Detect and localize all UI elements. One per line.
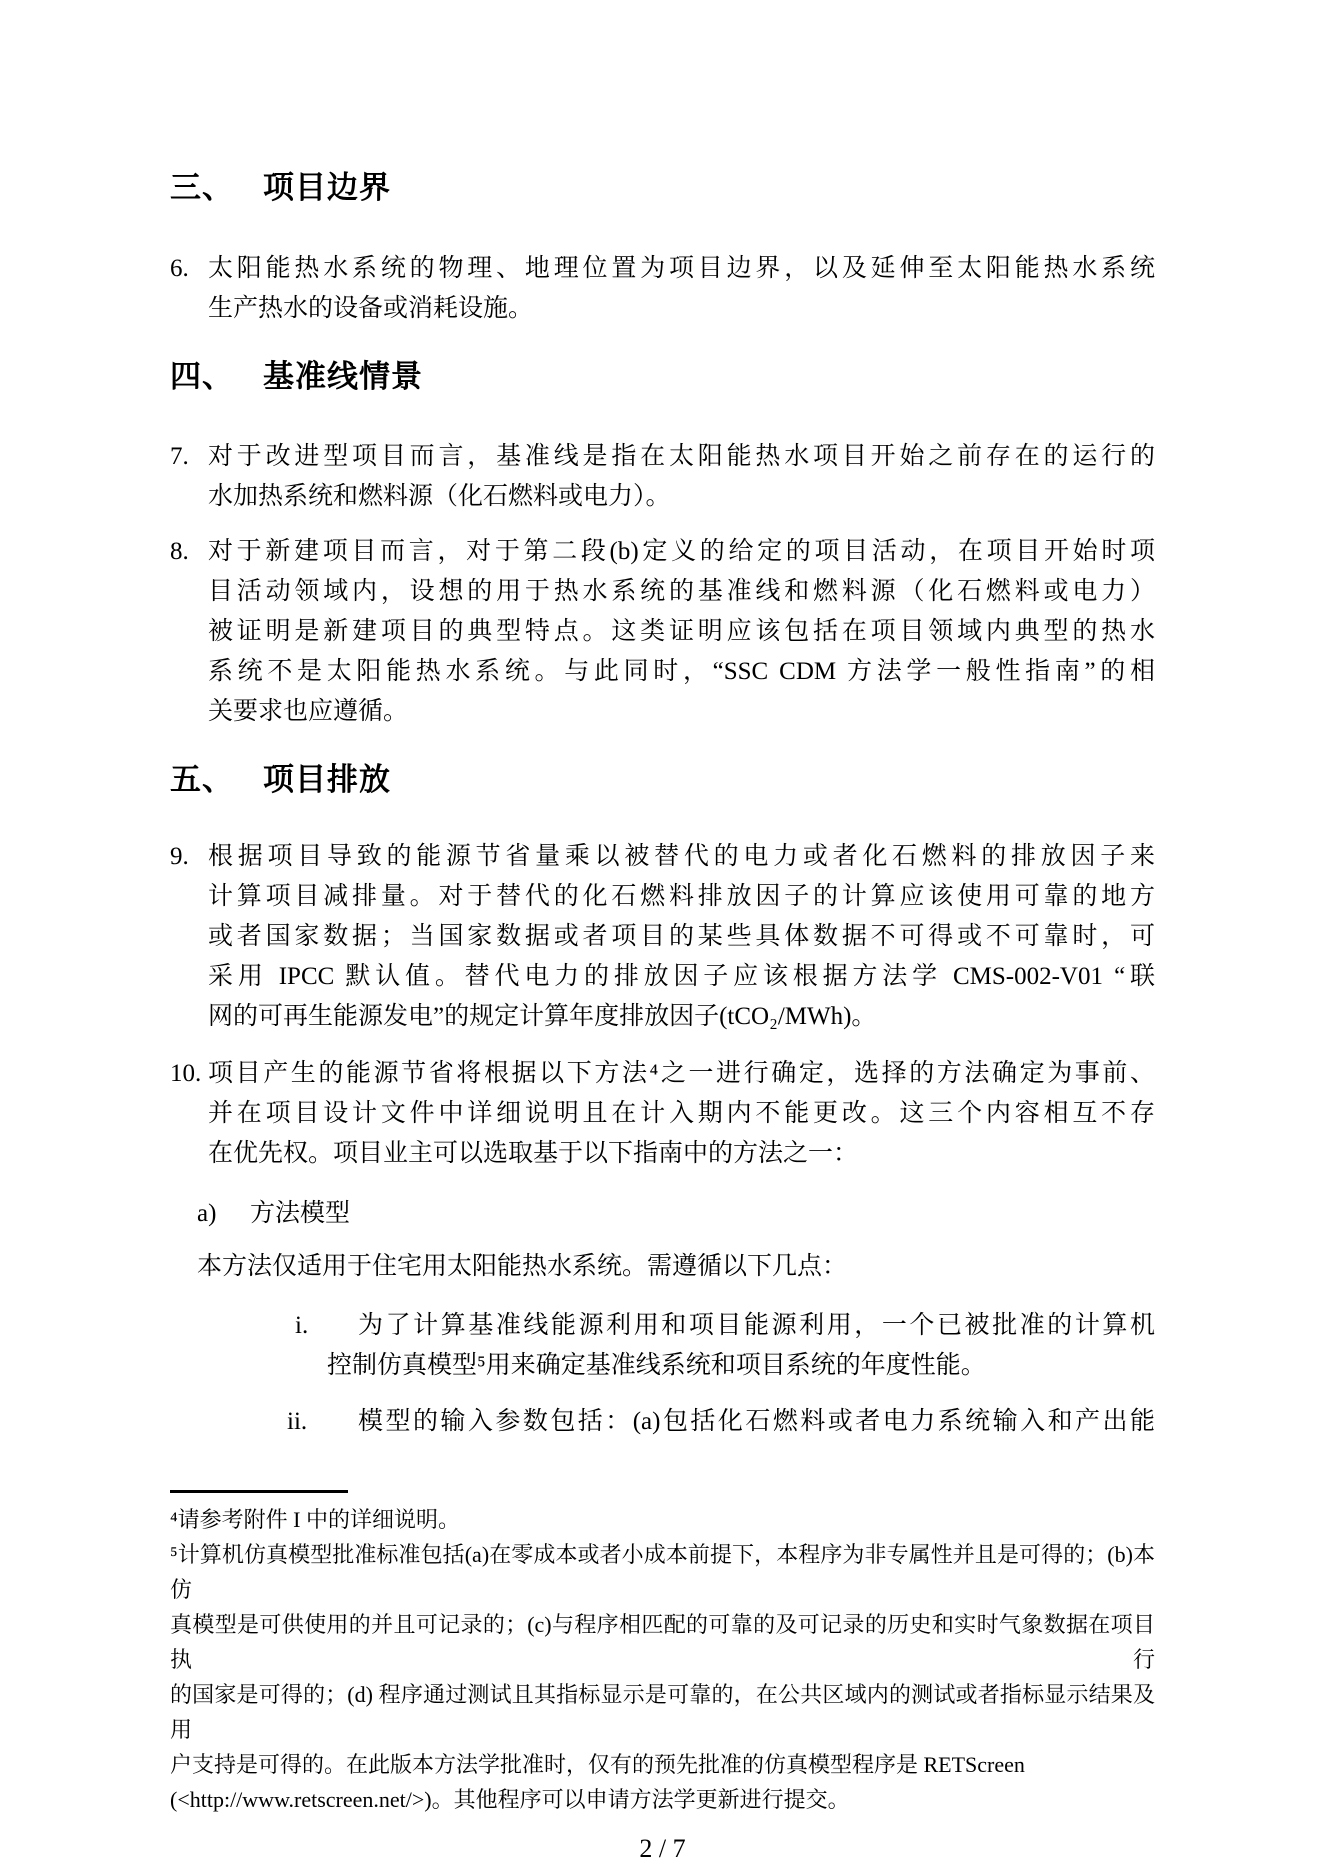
- page-number: 2 / 7: [639, 1834, 686, 1863]
- list-item-number: 10.: [170, 1060, 202, 1087]
- list-item-line: 或者国家数据；当国家数据或者项目的某些具体数据不可得或不可靠时，可: [208, 923, 1155, 950]
- list-item-roman-number: ii.: [287, 1408, 308, 1435]
- list-item-10: [170, 1054, 1155, 1174]
- list-item-line: 为了计算基准线能源利用和项目能源利用，一个已被批准的计算机: [358, 1312, 1155, 1339]
- list-item-number: 6.: [170, 255, 189, 282]
- section-number: 五、: [170, 762, 234, 797]
- footnote-separator: [170, 1490, 348, 1493]
- list-item-roman-ii: [287, 1402, 1155, 1442]
- section-number: 三、: [170, 170, 234, 205]
- footnote-5-line: 真模型是可供使用的并且可记录的；(c)与程序相匹配的可靠的及可记录的历史和实时气象数据在项目执行: [170, 1612, 1155, 1672]
- footnote-5-line: (<http://www.retscreen.net/>)。其他程序可以申请方法学更新进行提交。: [170, 1787, 850, 1812]
- list-item-line: 项目产生的能源节省将根据以下方法⁴之一进行确定，选择的方法确定为事前、: [208, 1060, 1155, 1087]
- list-item-line: 生产热水的设备或消耗设施。: [208, 295, 534, 322]
- paragraph-method-scope: [197, 1247, 1155, 1287]
- list-item-letter: a): [197, 1200, 217, 1227]
- list-item-line: 在优先权。项目业主可以选取基于以下指南中的方法之一：: [208, 1140, 859, 1167]
- list-item-line: 目活动领域内，设想的用于热水系统的基准线和燃料源（化石燃料或电力）: [208, 578, 1155, 605]
- list-item-roman-number: i.: [295, 1312, 309, 1339]
- list-item-6: [170, 249, 1155, 329]
- list-item-number: 9.: [170, 843, 189, 870]
- list-item-line: 对于改进型项目而言，基准线是指在太阳能热水项目开始之前存在的运行的: [208, 443, 1155, 470]
- list-item-line: 对于新建项目而言，对于第二段(b)定义的给定的项目活动，在项目开始时项: [208, 538, 1155, 565]
- list-item-line: 根据项目导致的能源节省量乘以被替代的电力或者化石燃料的排放因子来: [208, 843, 1155, 870]
- footnote-5-line: 的国家是可得的；(d) 程序通过测试且其指标显示是可靠的，在公共区域内的测试或者指标显示结果及用: [170, 1682, 1155, 1742]
- list-item-roman-i: [295, 1306, 1155, 1386]
- list-item-line: 方法模型: [250, 1200, 351, 1227]
- list-item-9: [170, 837, 1155, 1037]
- list-item-line: 被证明是新建项目的典型特点。这类证明应该包括在项目领域内典型的热水: [208, 618, 1155, 645]
- list-item-a: [197, 1194, 1155, 1234]
- document-content: [170, 0, 1155, 1869]
- section-title: 项目排放: [263, 762, 391, 797]
- list-item-line: 水加热系统和燃料源（化石燃料或电力）。: [208, 483, 671, 510]
- list-item-line: 并在项目设计文件中详细说明且在计入期内不能更改。这三个内容相互不存: [208, 1100, 1155, 1127]
- section-heading-project-boundary: [170, 168, 1155, 208]
- list-item-line: 太阳能热水系统的物理、地理位置为项目边界，以及延伸至太阳能热水系统: [208, 255, 1155, 282]
- section-number: 四、: [170, 359, 234, 394]
- list-item-line: 采用 IPCC 默认值。替代电力的排放因子应该根据方法学 CMS-002-V01 “联: [208, 963, 1155, 990]
- footnote-5-line: ⁵计算机仿真模型批准标准包括(a)在零成本或者小成本前提下，本程序为非专属性并且是可得的；(b)本仿: [170, 1542, 1155, 1602]
- list-item-8: [170, 532, 1155, 732]
- list-item-number: 8.: [170, 538, 189, 565]
- list-item-7: [170, 437, 1155, 517]
- list-item-line: 计算项目减排量。对于替代的化石燃料排放因子的计算应该使用可靠的地方: [208, 883, 1155, 910]
- section-heading-baseline-scenario: [170, 357, 1155, 397]
- section-title: 项目边界: [263, 170, 391, 205]
- list-item-number: 7.: [170, 443, 189, 470]
- footnote-5-line: 户支持是可得的。在此版本方法学批准时，仅有的预先批准的仿真模型程序是 RETScreen: [170, 1752, 1025, 1777]
- list-item-line: 模型的输入参数包括：(a)包括化石燃料或者电力系统输入和产出能: [358, 1408, 1155, 1435]
- section-heading-project-emissions: [170, 760, 1155, 800]
- footnote-4-line: ⁴请参考附件 I 中的详细说明。: [170, 1507, 460, 1532]
- paragraph-line: 本方法仅适用于住宅用太阳能热水系统。需遵循以下几点：: [197, 1253, 848, 1280]
- list-item-line: 系统不是太阳能热水系统。与此同时，“SSC CDM 方法学一般性指南”的相: [208, 658, 1155, 685]
- footnotes: [170, 1502, 1155, 1817]
- list-item-line: 关要求也应遵循。: [208, 698, 409, 725]
- list-item-line: 网的可再生能源发电”的规定计算年度排放因子(tCO₂/MWh)。: [208, 1003, 877, 1030]
- section-title: 基准线情景: [263, 359, 423, 394]
- list-item-line: 控制仿真模型⁵用来确定基准线系统和项目系统的年度性能。: [327, 1352, 986, 1379]
